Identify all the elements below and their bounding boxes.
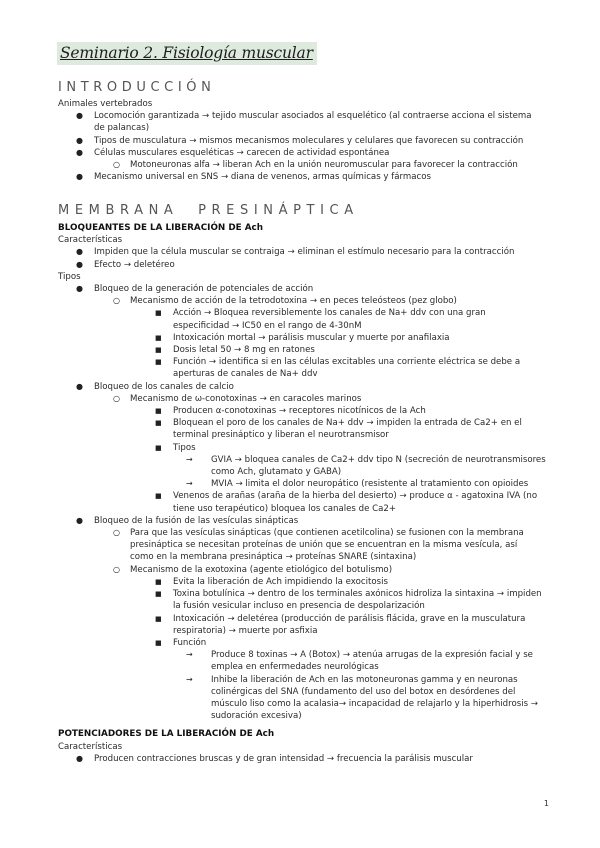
list-item: ■ Toxina botulínica → dentro de los terminales axónicos hidroliza la sintaxina → impiden	[155, 589, 542, 600]
bullet-icon: ●	[76, 135, 83, 145]
square-bullet-icon: ■	[155, 346, 162, 355]
circle-bullet-icon: ○	[113, 296, 120, 306]
bullet-icon: ●	[76, 259, 83, 269]
list-item: → Produce 8 toxinas → A (Botox) → atenúa arrugas de la expresión facial y se	[186, 650, 533, 661]
list-item: ■ Venenos de arañas (araña de la hierba del desierto) → produce ⍺ - agatoxina IVA (no	[155, 491, 538, 502]
list-item: → GVIA → bloquea canales de Ca2+ ddv tipo N (secreción de neurotransmisores	[186, 454, 546, 465]
list-item-cont: músculo liso como la acalasia→ incapacidad de relajarlo y la hiperhidrosis →	[211, 698, 539, 709]
list-item-cont: respiratoria) → muerte por asfixia	[173, 625, 318, 636]
list-item: ● Producen contracciones bruscas y de gran intensidad → frecuencia la parálisis muscular	[76, 753, 473, 764]
circle-bullet-icon: ○	[113, 160, 120, 170]
square-bullet-icon: ■	[155, 358, 162, 367]
list-item: ● Células musculares esqueléticas → carecen de actividad espontánea	[76, 147, 390, 158]
list-item-cont: la fusión vesicular incluso en presencia de despolarización	[173, 601, 425, 612]
label-caracteristicas: Características	[58, 235, 123, 246]
intro-label: Animales vertebrados	[58, 99, 153, 109]
list-item: ■ Producen ⍺-conotoxinas → receptores nicotínicos de la Ach	[155, 406, 426, 417]
square-bullet-icon: ■	[155, 638, 162, 647]
subheading-bloqueantes: BLOQUEANTES DE LA LIBERACIÓN DE Ach	[58, 223, 263, 233]
list-item-cont: de palancas)	[94, 123, 150, 134]
label-tipos: Tipos	[58, 271, 81, 282]
list-item: ■ Acción → Bloquea reversiblemente los canales de Na+ ddv con una gran	[155, 308, 486, 319]
list-item: ○ Mecanismo de acción de la tetrodotoxina → en peces teleósteos (pez globo)	[113, 296, 457, 307]
list-item-cont: colinérgicas del SNA (fundamento del uso del botox en desórdenes del	[211, 686, 516, 697]
list-item: ■ Intoxicación mortal → parálisis muscular y muerte por anafilaxia	[155, 332, 450, 343]
list-item: ● Bloqueo de la generación de potenciales de acción	[76, 284, 314, 295]
square-bullet-icon: ■	[155, 590, 162, 599]
list-item: ■ Función → identifica si en las células excitables una corriente eléctrica se debe a	[155, 357, 521, 368]
list-item: ■ Intoxicación → deletérea (producción de parálisis flácida, grave en la musculatura	[155, 613, 526, 624]
heading-introduccion: INTRODUCCIÓN	[58, 80, 216, 95]
subheading-potenciadores: POTENCIADORES DE LA LIBERACIÓN DE Ach	[58, 729, 275, 740]
list-item: ● Mecanismo universal en SNS → diana de venenos, armas químicas y fármacos	[76, 172, 431, 183]
arrow-bullet-icon: →	[186, 454, 193, 464]
circle-bullet-icon: ○	[113, 564, 120, 574]
list-item: → Inhibe la liberación de Ach en las motoneuronas gamma y en neuronas	[186, 674, 518, 685]
square-bullet-icon: ■	[155, 492, 162, 501]
list-item-cont: como en la membrana presináptica → proteínas SNARE (sintaxina)	[130, 552, 417, 563]
list-item: ● Locomoción garantizada → tejido muscular asociados al esquelético (al contraerse acciona el sistema	[76, 111, 532, 122]
list-item-cont: sudoración excesiva)	[211, 711, 302, 722]
arrow-bullet-icon: →	[186, 674, 193, 684]
page-number: 1	[543, 799, 549, 808]
membrana-section	[58, 222, 548, 765]
list-item: ○ Mecanismo de la exotoxina (agente etiológico del botulismo)	[113, 564, 393, 575]
square-bullet-icon: ■	[155, 577, 162, 586]
list-item: ○ Mecanismo de ω-conotoxinas → en caracoles marinos	[113, 393, 362, 404]
list-item: ○ Para que las vesículas sinápticas (que contienen acetilcolina) se fusionen con la membrana	[113, 528, 524, 539]
list-item-cont: tiene uso terapéutico) bloquea los canales de Ca2+	[173, 503, 397, 514]
arrow-bullet-icon: →	[186, 650, 193, 660]
list-item: → MVIA → limita el dolor neuropático (resistente al tratamiento con opioides	[186, 479, 529, 490]
square-bullet-icon: ■	[155, 407, 162, 416]
square-bullet-icon: ■	[155, 309, 162, 318]
arrow-bullet-icon: →	[186, 479, 193, 489]
square-bullet-icon: ■	[155, 419, 162, 428]
list-item-cont: emplea en enfermedades neurológicas	[211, 662, 379, 673]
circle-bullet-icon: ○	[113, 528, 120, 538]
bullet-icon: ●	[76, 247, 83, 257]
bullet-icon: ●	[76, 147, 83, 157]
bullet-icon: ●	[76, 753, 83, 763]
list-item-cont: como Ach, glutamato y GABA)	[211, 467, 342, 478]
list-item: ■ Tipos	[155, 442, 196, 453]
list-item-cont: aperturas de canales de Na+ ddv	[173, 369, 318, 380]
title-wrap	[57, 42, 317, 65]
document-title: Seminario 2. Fisiología muscular	[57, 42, 317, 65]
list-item: ■ Bloquean el poro de los canales de Na+ ddv → impiden la entrada de Ca2+ en el	[155, 418, 522, 429]
label-caracteristicas-pot: Características	[58, 741, 123, 752]
list-item: ■ Función	[155, 637, 207, 648]
bullet-icon: ●	[76, 284, 83, 294]
square-bullet-icon: ■	[155, 443, 162, 452]
bullet-icon: ●	[76, 172, 83, 182]
square-bullet-icon: ■	[155, 614, 162, 623]
list-item-cont: presináptica se necesitan proteínas de unión que se encuentran en la misma vesícula, así	[130, 540, 518, 551]
circle-bullet-icon: ○	[113, 393, 120, 403]
list-item: ■ Evita la liberación de Ach impidiendo la exocitosis	[155, 576, 388, 587]
intro-section	[58, 98, 548, 183]
list-item-cont: especificidad → IC50 en el rango de 4-30nM	[173, 320, 362, 331]
list-item: ● Impiden que la célula muscular se contraiga → eliminan el estímulo necesario para la contracción	[76, 247, 515, 258]
list-item: ● Efecto → deletéreo	[76, 259, 175, 270]
bullet-icon: ●	[76, 515, 83, 525]
list-item: ● Bloqueo de la fusión de las vesículas sinápticas	[76, 515, 299, 526]
list-item: ■ Dosis letal 50 → 8 mg en ratones	[155, 345, 315, 356]
bullet-icon: ●	[76, 381, 83, 391]
heading-membrana-presinaptica: MEMBRANA PRESINÁPTICA	[58, 203, 359, 218]
list-item: ● Bloqueo de los canales de calcio	[76, 381, 234, 392]
square-bullet-icon: ■	[155, 333, 162, 342]
list-item-cont: terminal presináptico y liberan el neurotransmisor	[173, 430, 389, 441]
list-item: ● Tipos de musculatura → mismos mecanismos moleculares y celulares que favorecen su contracción	[76, 135, 524, 146]
list-item: ○ Motoneuronas alfa → liberan Ach en la unión neuromuscular para favorecer la contracción	[113, 160, 518, 171]
bullet-icon: ●	[76, 111, 83, 121]
